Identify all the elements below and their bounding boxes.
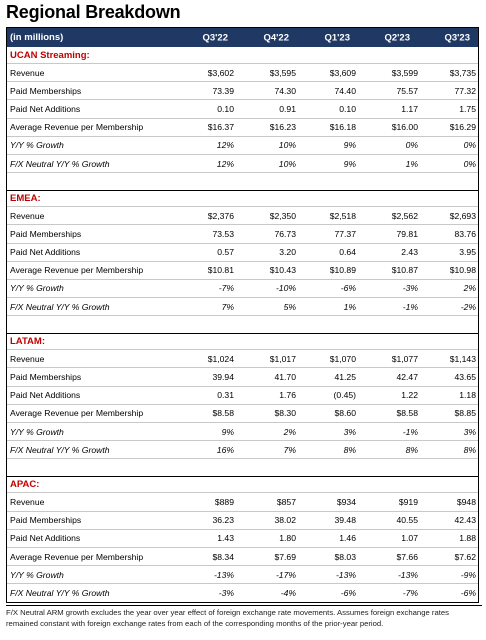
table-cell: 0.31 — [217, 390, 234, 401]
table-row — [7, 547, 478, 565]
table-row — [7, 224, 478, 242]
row-cells — [175, 280, 478, 297]
table-cell: $16.23 — [269, 122, 296, 133]
table-cell: $10.81 — [207, 265, 234, 276]
row-label: Average Revenue per Membership — [10, 551, 144, 562]
table-cell: 2% — [283, 426, 296, 437]
table-cell: $2,350 — [269, 210, 296, 221]
table-cell: 3% — [343, 426, 356, 437]
header-period-cells — [175, 28, 478, 47]
row-label: Y/Y % Growth — [10, 569, 64, 580]
table-cell: -2% — [460, 301, 476, 312]
table-cell: 1.46 — [339, 533, 356, 544]
table-cell: $2,376 — [207, 210, 234, 221]
table-cell: $10.87 — [391, 265, 418, 276]
table-cell: $3,735 — [449, 67, 476, 78]
table-row — [7, 492, 478, 510]
table-cell: 0% — [463, 140, 476, 151]
table-cell: 77.37 — [334, 228, 356, 239]
table-row — [7, 99, 478, 117]
table-cell: $16.18 — [329, 122, 356, 133]
table-cell: 83.76 — [454, 228, 476, 239]
row-cells — [175, 119, 478, 136]
table-cell: 42.47 — [396, 372, 418, 383]
table-cell: -13% — [397, 569, 418, 580]
row-cells — [175, 262, 478, 279]
row-label: Revenue — [10, 496, 45, 507]
table-cell: -13% — [213, 569, 234, 580]
table-cell: $10.43 — [269, 265, 296, 276]
table-cell: 0.64 — [339, 247, 356, 258]
table-row — [7, 511, 478, 529]
table-cell: 38.02 — [274, 515, 296, 526]
row-label: Revenue — [10, 210, 45, 221]
table-cell: 3% — [463, 426, 476, 437]
table-cell: $8.85 — [454, 408, 476, 419]
table-cell: 1.22 — [401, 390, 418, 401]
row-label: Paid Memberships — [10, 372, 82, 383]
row-cells — [175, 512, 478, 529]
table-cell: $857 — [276, 496, 296, 507]
table-cell: $934 — [336, 496, 356, 507]
header-period: Q1'23 — [324, 32, 350, 43]
table-row — [7, 422, 478, 440]
table-cell: 2% — [463, 283, 476, 294]
table-cell: 1% — [405, 158, 418, 169]
table-cell: 0% — [405, 140, 418, 151]
row-label: Paid Net Additions — [10, 390, 81, 401]
table-row — [7, 367, 478, 385]
row-cells — [175, 244, 478, 261]
table-cell: $8.58 — [396, 408, 418, 419]
table-cell: $8.60 — [334, 408, 356, 419]
table-row — [7, 81, 478, 99]
row-label: Revenue — [10, 67, 45, 78]
table-row — [7, 154, 478, 172]
table-cell: 3.95 — [459, 247, 476, 258]
table-cell: 76.73 — [274, 228, 296, 239]
row-cells — [175, 493, 478, 510]
table-cell: $10.89 — [329, 265, 356, 276]
row-cells — [175, 584, 478, 601]
row-label: Paid Memberships — [10, 515, 82, 526]
table-cell: 1.80 — [279, 533, 296, 544]
row-cells — [175, 441, 478, 458]
table-row — [7, 386, 478, 404]
table-cell: 1.76 — [279, 390, 296, 401]
table-cell: $2,518 — [329, 210, 356, 221]
table-header-row — [7, 28, 478, 47]
table-row — [7, 440, 478, 458]
table-cell: 41.25 — [334, 372, 356, 383]
table-cell: -6% — [340, 283, 356, 294]
table-cell: -6% — [340, 587, 356, 598]
blank-row — [7, 172, 478, 190]
table-row — [7, 243, 478, 261]
row-cells — [175, 530, 478, 547]
section-title: EMEA: — [7, 190, 478, 206]
row-label: Paid Memberships — [10, 228, 82, 239]
table-row — [7, 118, 478, 136]
table-cell: 42.43 — [454, 515, 476, 526]
row-cells — [175, 137, 478, 154]
footnote: F/X Neutral ARM growth excludes the year over year effect of foreign exchange rate movements. Assumes foreign exchange rates remained constant with foreign exchange rates from each of the corresponding months of the prior-year period. — [6, 605, 482, 629]
table-cell: -17% — [275, 569, 296, 580]
header-period: Q3'23 — [444, 32, 470, 43]
row-label: Y/Y % Growth — [10, 140, 64, 151]
table-cell: $10.98 — [449, 265, 476, 276]
table-cell: $7.62 — [454, 551, 476, 562]
table-cell: 39.48 — [334, 515, 356, 526]
row-cells — [175, 423, 478, 440]
table-cell: 12% — [216, 158, 234, 169]
row-cells — [175, 225, 478, 242]
table-cell: $7.69 — [274, 551, 296, 562]
table-cell: $1,017 — [269, 353, 296, 364]
table-cell: $8.58 — [212, 408, 234, 419]
table-cell: $16.37 — [207, 122, 234, 133]
table-cell: $1,024 — [207, 353, 234, 364]
row-cells — [175, 368, 478, 385]
table-cell: $16.29 — [449, 122, 476, 133]
table-cell: -3% — [402, 283, 418, 294]
table-cell: $1,077 — [391, 353, 418, 364]
table-cell: $16.00 — [391, 122, 418, 133]
table-cell: 40.55 — [396, 515, 418, 526]
table-cell: 8% — [463, 444, 476, 455]
row-cells — [175, 566, 478, 583]
row-label: F/X Neutral Y/Y % Growth — [10, 444, 110, 455]
table-cell: 2.43 — [401, 247, 418, 258]
table-cell: $8.30 — [274, 408, 296, 419]
table-cell: 0.57 — [217, 247, 234, 258]
row-cells — [175, 298, 478, 315]
table-cell: 0.10 — [217, 103, 234, 114]
row-label: F/X Neutral Y/Y % Growth — [10, 587, 110, 598]
row-label: Paid Net Additions — [10, 103, 81, 114]
table-cell: 7% — [221, 301, 234, 312]
table-cell: -9% — [460, 569, 476, 580]
table-row — [7, 297, 478, 315]
table-cell: 1.88 — [459, 533, 476, 544]
table-cell: $3,602 — [207, 67, 234, 78]
table-cell: 73.39 — [212, 85, 234, 96]
table-cell: $2,693 — [449, 210, 476, 221]
table-cell: 5% — [283, 301, 296, 312]
table-cell: 1.75 — [459, 103, 476, 114]
section-title: APAC: — [7, 476, 478, 492]
row-label: Average Revenue per Membership — [10, 408, 144, 419]
table-cell: (0.45) — [333, 390, 356, 401]
section-title: LATAM: — [7, 333, 478, 349]
table-cell: $3,599 — [391, 67, 418, 78]
table-cell: $2,562 — [391, 210, 418, 221]
table-cell: 75.57 — [396, 85, 418, 96]
table-cell: 9% — [221, 426, 234, 437]
table-cell: -10% — [275, 283, 296, 294]
table-cell: 9% — [343, 158, 356, 169]
table-cell: 39.94 — [212, 372, 234, 383]
table-row — [7, 565, 478, 583]
table-row — [7, 206, 478, 224]
table-cell: 79.81 — [396, 228, 418, 239]
table-cell: -7% — [402, 587, 418, 598]
page-title: Regional Breakdown — [6, 2, 181, 22]
blank-row — [7, 315, 478, 333]
table-row — [7, 63, 478, 81]
table-cell: 74.40 — [334, 85, 356, 96]
row-cells — [175, 100, 478, 117]
table-cell: 1% — [343, 301, 356, 312]
table-cell: 8% — [405, 444, 418, 455]
table-cell: $3,609 — [329, 67, 356, 78]
row-cells — [175, 64, 478, 81]
blank-row — [7, 458, 478, 476]
table-cell: 36.23 — [212, 515, 234, 526]
row-label: Y/Y % Growth — [10, 426, 64, 437]
table-row — [7, 261, 478, 279]
table-cell: 8% — [343, 444, 356, 455]
row-label: Y/Y % Growth — [10, 283, 64, 294]
table-row — [7, 529, 478, 547]
table-cell: 77.32 — [454, 85, 476, 96]
table-cell: 0% — [463, 158, 476, 169]
row-cells — [175, 82, 478, 99]
table-cell: 7% — [283, 444, 296, 455]
table-row — [7, 136, 478, 154]
row-cells — [175, 405, 478, 422]
table-cell: 10% — [278, 158, 296, 169]
regional-breakdown-table — [6, 27, 479, 603]
table-cell: -4% — [280, 587, 296, 598]
table-cell: 0.10 — [339, 103, 356, 114]
table-cell: 43.65 — [454, 372, 476, 383]
row-cells — [175, 548, 478, 565]
header-units-label: (in millions) — [10, 32, 64, 43]
table-cell: $8.34 — [212, 551, 234, 562]
table-cell: -3% — [218, 587, 234, 598]
row-label: Paid Memberships — [10, 85, 82, 96]
table-cell: $889 — [214, 496, 234, 507]
table-cell: 1.07 — [401, 533, 418, 544]
table-cell: $3,595 — [269, 67, 296, 78]
table-row — [7, 583, 478, 601]
table-cell: 10% — [278, 140, 296, 151]
table-row — [7, 349, 478, 367]
table-cell: $8.03 — [334, 551, 356, 562]
table-cell: 3.20 — [279, 247, 296, 258]
table-cell: 12% — [216, 140, 234, 151]
row-label: Revenue — [10, 353, 45, 364]
table-cell: -7% — [218, 283, 234, 294]
table-cell: $7.66 — [396, 551, 418, 562]
table-cell: $1,143 — [449, 353, 476, 364]
table-cell: 1.43 — [217, 533, 234, 544]
table-cell: 41.70 — [274, 372, 296, 383]
row-label: Paid Net Additions — [10, 533, 81, 544]
table-cell: -13% — [335, 569, 356, 580]
row-cells — [175, 155, 478, 172]
row-cells — [175, 207, 478, 224]
table-cell: 74.30 — [274, 85, 296, 96]
table-cell: 0.91 — [279, 103, 296, 114]
table-cell: 1.17 — [401, 103, 418, 114]
row-label: Average Revenue per Membership — [10, 122, 144, 133]
table-cell: 1.18 — [459, 390, 476, 401]
table-cell: -1% — [402, 301, 418, 312]
table-row — [7, 279, 478, 297]
header-period: Q2'23 — [384, 32, 410, 43]
header-period: Q4'22 — [263, 32, 289, 43]
row-label: F/X Neutral Y/Y % Growth — [10, 158, 110, 169]
table-cell: -6% — [460, 587, 476, 598]
table-cell: $1,070 — [329, 353, 356, 364]
row-label: F/X Neutral Y/Y % Growth — [10, 301, 110, 312]
row-cells — [175, 387, 478, 404]
table-cell: -1% — [402, 426, 418, 437]
table-cell: $919 — [398, 496, 418, 507]
row-label: Paid Net Additions — [10, 247, 81, 258]
table-cell: 9% — [343, 140, 356, 151]
section-title: UCAN Streaming: — [10, 49, 90, 61]
header-period: Q3'22 — [202, 32, 228, 43]
row-cells — [175, 350, 478, 367]
table-body — [7, 47, 478, 602]
table-row — [7, 404, 478, 422]
row-label: Average Revenue per Membership — [10, 265, 144, 276]
table-cell: 16% — [216, 444, 234, 455]
table-cell: $948 — [456, 496, 476, 507]
table-cell: 73.53 — [212, 228, 234, 239]
